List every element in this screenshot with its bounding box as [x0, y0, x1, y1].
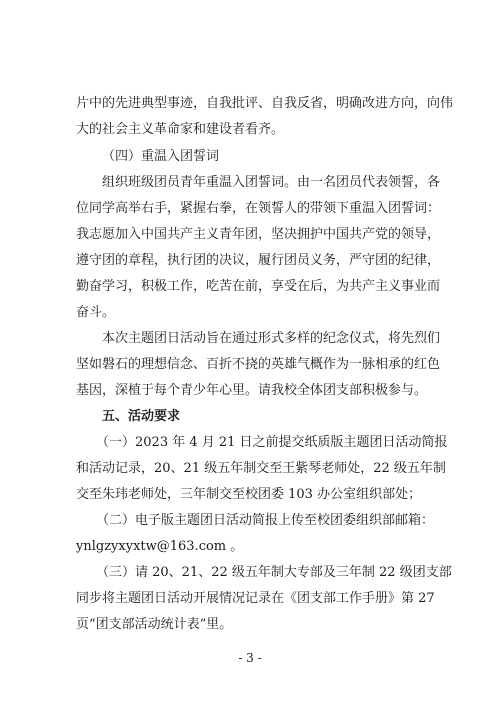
body-line: 本次主题团日活动旨在通过形式多样的纪念仪式，将先烈们: [102, 331, 441, 346]
body-line: 交至朱玮老师处，三年制交至校团委 103 办公室组织部处；: [76, 487, 422, 502]
section-heading: 五、活动要求: [102, 409, 181, 424]
body-line: 同步将主题团日活动开展情况记录在《团支部工作手册》第 27: [76, 591, 435, 606]
body-line: 遵守团的章程，执行团的决议，履行团员义务，严守团的纪律，: [76, 253, 441, 268]
body-line: （二）电子版主题团日活动简报上传至校团委组织部邮箱：: [96, 513, 435, 528]
body-line: 页“团支部活动统计表”里。: [76, 617, 233, 632]
body-line: 勤奋学习，积极工作，吃苦在前，享受在后，为共产主义事业而: [76, 279, 441, 294]
body-line: 和活动记录，20、21 级五年制交至王紫琴老师处，22 级五年制: [76, 461, 446, 476]
body-line: 奋斗。: [76, 305, 116, 320]
body-line: 基因，深植于每个青少年心里。请我校全体团支部积极参与。: [76, 383, 428, 398]
section-heading: （四）重温入团誓词: [102, 149, 220, 164]
body-line: （三）请 20、21、22 级五年制大专部及三年制 22 级团支部: [96, 565, 452, 580]
body-line: 片中的先进典型事迹，自我批评、自我反省，明确改进方向，向伟: [76, 96, 454, 111]
email-line: ynlgzyxyxtw@163.com 。: [76, 539, 244, 554]
body-line: 组织班级团员青年重温入团誓词。由一名团员代表领誓，各: [102, 175, 441, 190]
body-line: 我志愿加入中国共产主义青年团，坚决拥护中国共产党的领导，: [76, 227, 441, 242]
body-line: 坚如磐石的理想信念、百折不挠的英雄气概作为一脉相承的红色: [76, 357, 441, 372]
body-line: 位同学高举右手，紧握右拳，在领誓人的带领下重温入团誓词：: [76, 201, 441, 216]
body-line: 大的社会主义革命家和建设者看齐。: [76, 122, 285, 137]
body-line: （一）2023 年 4 月 21 日之前提交纸质版主题团日活动简报: [96, 435, 448, 450]
page-number: - 3 -: [238, 651, 262, 665]
